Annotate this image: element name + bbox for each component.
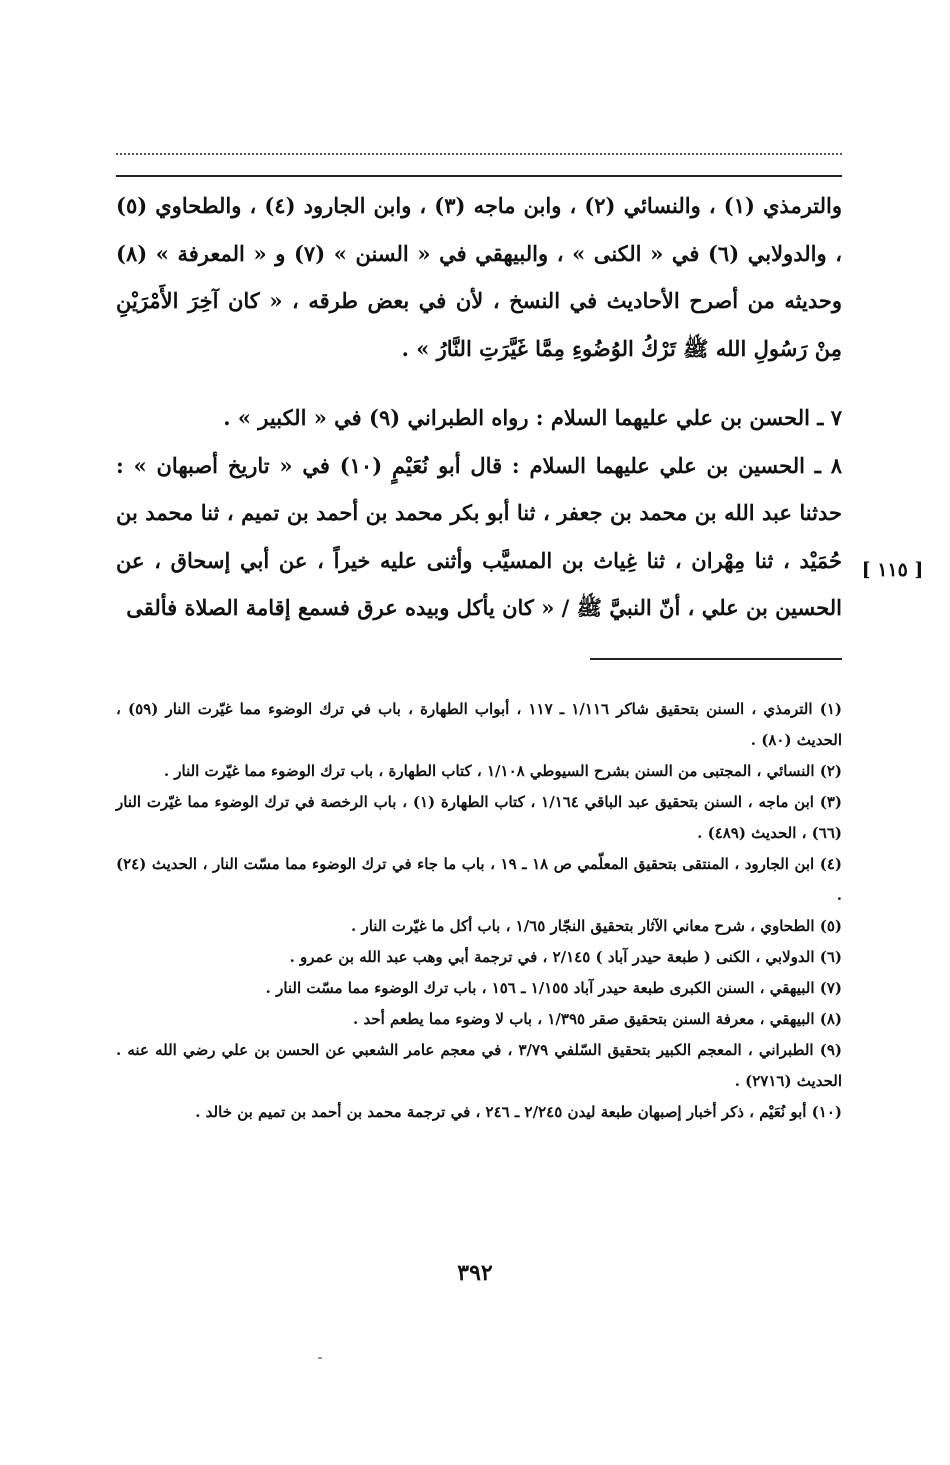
footnote-4: (٤) ابن الجارود ، المنتقى بتحقيق المعلّمي ص ١٨ ـ ١٩ ، باب ما جاء في ترك الوضوء مما مسّت النار ، الحديث (٢٤) .: [116, 855, 843, 904]
footnotes-list: [116, 694, 842, 1128]
footnote-2: (٢) النسائي ، المجتبى من السنن بشرح السيوطي ١/١٠٨ ، كتاب الطهارة ، باب ترك الوضوء مما غيّرت النار .: [163, 762, 842, 780]
footnote-7: (٧) البيهقي ، السنن الكبرى طبعة حيدر آباد ١/١٥٥ ـ ١٥٦ ، باب ترك الوضوء مما مسّت النار .: [265, 979, 842, 997]
margin-page-reference: [ ١١٥ ]: [861, 559, 924, 581]
footnote-1: (١) الترمذي ، السنن بتحقيق شاكر ١/١١٦ ـ ١١٧ ، أبواب الطهارة ، باب في ترك الوضوء مما غيّرت النار (٥٩) ، الحديث (٨٠) .: [116, 700, 842, 749]
footnote-separator: [590, 658, 842, 660]
scan-speck: [318, 1357, 322, 1359]
header-dotted-rule: [116, 153, 842, 155]
main-text: [116, 182, 842, 632]
page-number: ٣٩٢: [457, 1260, 493, 1286]
item-8-husayn: ٨ ـ الحسين بن علي عليهما السلام : قال أبو نُعَيْمٍ (١٠) في « تاريخ أصبهان » : حدثنا عبد الله بن محمد بن جعفر ، ثنا أبو بكر محمد بن أحمد بن تميم ، ثنا محمد بن حُمَيْد ، ثنا مِهْران ، ثنا غِياث بن المسيَّب وأثنى عليه خيراً ، عن أبي إسحاق ، عن الحسين بن علي ، أنّ النبيَّ ﷺ / « كان يأكل وبيده عرق فسمع إقامة الصلاة فألقى: [116, 452, 842, 620]
footnote-10: (١٠) أبو نُعَيْم ، ذكر أخبار إصبهان طبعة ليدن ٢/٢٤٥ ـ ٢٤٦ ، في ترجمة محمد بن أحمد بن تميم بن خالد .: [195, 1103, 842, 1121]
footnote-5: (٥) الطحاوي ، شرح معاني الآثار بتحقيق النجّار ١/٦٥ ، باب أكل ما غيّرت النار .: [351, 917, 842, 935]
footnote-8: (٨) البيهقي ، معرفة السنن بتحقيق صقر ١/٣٩٥ ، باب لا وضوء مما يطعم أحد .: [353, 1010, 842, 1028]
header-rule: [116, 175, 842, 177]
footnote-6: (٦) الدولابي ، الكنى ( طبعة حيدر آباد ) ٢/١٤٥ ، في ترجمة أبي وهب عبد الله بن عمرو .: [289, 948, 842, 966]
paragraph-gap: [116, 372, 842, 394]
item-7-hasan: ٧ ـ الحسن بن علي عليهما السلام : رواه الطبراني (٩) في « الكبير » .: [223, 405, 842, 430]
footnote-3: (٣) ابن ماجه ، السنن بتحقيق عبد الباقي ١/١٦٤ ، كتاب الطهارة (١) ، باب الرخصة في ترك الوضوء مما غيّرت النار (٦٦) ، الحديث (٤٨٩) .: [116, 793, 842, 842]
footnote-9: (٩) الطبراني ، المعجم الكبير بتحقيق السّلفي ٣/٧٩ ، في معجم عامر الشعبي عن الحسن بن علي رضي الله عنه . الحديث (٢٧١٦) .: [116, 1041, 843, 1090]
paragraph-sources: والترمذي (١) ، والنسائي (٢) ، وابن ماجه (٣) ، وابن الجارود (٤) ، والطحاوي (٥) ، والدولابي (٦) في « الكنى » ، والبيهقي في « السنن » (٧) و « المعرفة » (٨) وحديثه من أصرح الأحاديث في النسخ ، لأن في بعض طرقه ، « كان آخِرَ الأَمْرَيْنِ مِنْ رَسُولِ الله ﷺ تَرْكُ الوُضُوءِ مِمَّا غَيَّرَتِ النَّارُ » .: [116, 193, 843, 361]
